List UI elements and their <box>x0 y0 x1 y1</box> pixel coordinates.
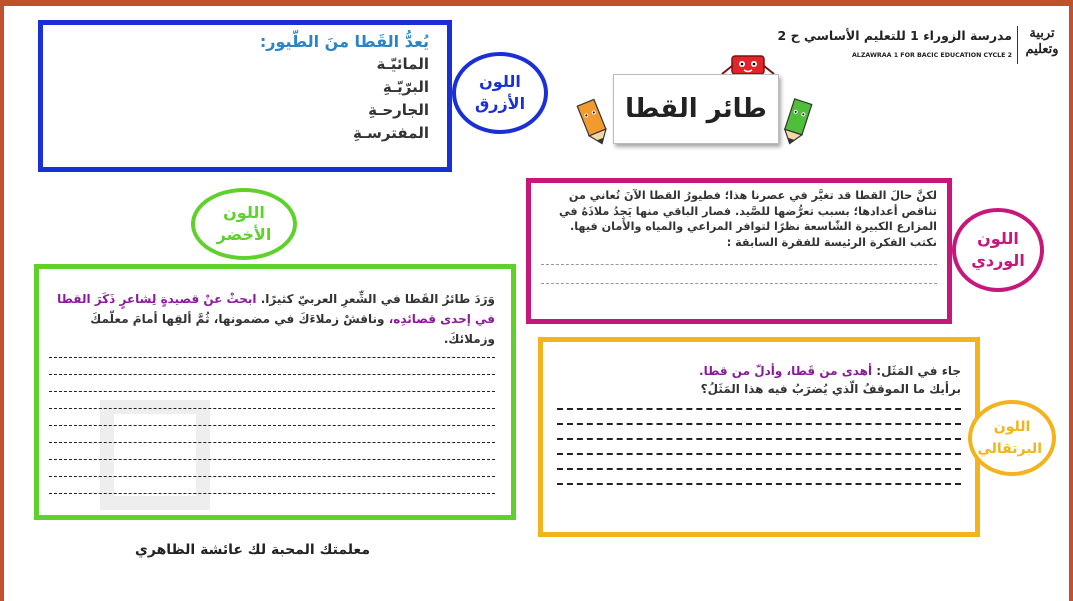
pink-color-label-text: اللون الوردي <box>971 229 1025 270</box>
page-title: طائر القطا <box>625 94 767 124</box>
blue-question-heading: يُعدُّ القَطا منَ الطّيور: <box>259 32 429 51</box>
pink-question-box <box>526 178 952 324</box>
title-card <box>613 74 779 144</box>
pink-question: نكتب الفكرة الرئيسة للفقرة السابقة : <box>726 235 937 249</box>
green-color-label-text: اللون الأخضر <box>216 203 272 244</box>
blue-option: المائيّـة <box>376 55 429 73</box>
answer-line[interactable] <box>557 453 961 455</box>
answer-line[interactable] <box>49 425 495 426</box>
blue-color-label-text: اللون الأزرق <box>474 72 526 113</box>
blue-color-label <box>452 52 548 134</box>
green-instruction-part1: وَرَدَ طائرُ القَطا في الشِّعرِ العربيّ كثيرًا. <box>260 292 495 306</box>
teacher-signature: معلمتك المحبة لك عائشة الظاهري <box>135 542 370 558</box>
left-frame-bar <box>0 0 4 601</box>
pink-paragraph: لكنَّ حالَ القطا قد تغيَّر في عصرنا هذا؛ فطيورُ القطا الآنَ تُعاني من تناقص أعدادها؛ بسبب تعرُّضها للصَّيد. فصار الباقي منها يَجِدُ ملاذَهُ في المزارع الكبيرة الشّاسعة نظرًا لتوافر المراعي والمياه والأمان فيها. <box>558 189 937 233</box>
answer-line[interactable] <box>49 408 495 409</box>
orange-proverb-line <box>557 362 961 380</box>
green-color-label <box>191 188 297 260</box>
orange-pencil-icon <box>572 95 616 147</box>
green-instruction-part2: وناقشْ زملاءَكَ في مضمونها، ثُمَّ ألقِها أمامَ معلّمكَ وزملائكَ. <box>90 312 495 346</box>
orange-proverb: أهدى من قَطا، وأدلّ من قطا. <box>699 364 873 378</box>
answer-line[interactable] <box>49 391 495 392</box>
green-instruction-highlight: ابحثْ عنْ قصيدةٍ لِشاعرٍ ذَكَرَ القطا في إحدى قصائدِه، <box>57 292 495 326</box>
school-logo: تربية وتعليم <box>1025 26 1059 57</box>
orange-answer-lines <box>557 408 961 485</box>
answer-line[interactable] <box>557 468 961 470</box>
answer-line[interactable] <box>49 493 495 494</box>
blue-option: الجارحـةِ <box>368 101 429 119</box>
answer-line[interactable] <box>557 438 961 440</box>
answer-line[interactable] <box>557 483 961 485</box>
answer-line[interactable] <box>49 459 495 460</box>
orange-color-label <box>968 400 1056 476</box>
blue-option: البرّيّـةِ <box>382 78 429 96</box>
answer-line[interactable] <box>557 408 961 410</box>
right-frame-bar <box>1069 0 1073 601</box>
blue-question-box <box>38 20 452 172</box>
orange-question-box <box>538 337 980 537</box>
top-frame-bar <box>0 0 1073 6</box>
school-name-english: ALZAWRAA 1 FOR BACIC EDUCATION CYCLE 2 <box>851 52 1012 59</box>
green-question-box <box>34 264 516 520</box>
orange-proverb-prefix: جاء في المَثَل: <box>876 364 961 378</box>
answer-line[interactable] <box>541 264 937 265</box>
header-divider <box>1017 26 1018 64</box>
blue-option: المفترسـةِ <box>352 124 429 142</box>
school-header <box>777 24 1062 68</box>
answer-line[interactable] <box>541 283 937 284</box>
school-name-arabic: مدرسة الزوراء 1 للتعليم الأساسي ح 2 <box>777 28 1012 43</box>
orange-question: برأيك ما الموقفُ الّذي يُضرَبُ فيه هذا المَثَلُ؟ <box>700 382 961 396</box>
green-instruction <box>49 289 495 349</box>
pink-color-label <box>952 208 1044 292</box>
orange-color-label-text: اللون البرتقالي <box>977 419 1042 457</box>
answer-line[interactable] <box>49 442 495 443</box>
answer-line[interactable] <box>49 374 495 375</box>
answer-line[interactable] <box>49 476 495 477</box>
answer-line[interactable] <box>49 357 495 358</box>
answer-line[interactable] <box>557 423 961 425</box>
green-answer-lines <box>49 357 495 494</box>
green-pencil-icon <box>776 95 820 147</box>
